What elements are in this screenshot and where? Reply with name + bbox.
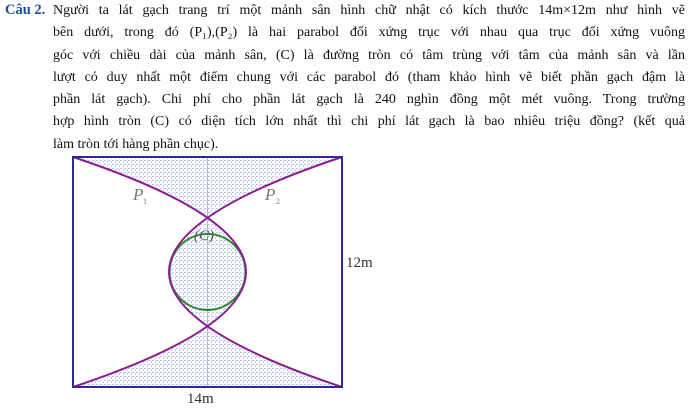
p2-subscript: 2 <box>276 197 280 206</box>
question-number: Câu 2. <box>5 2 46 18</box>
p1-label: P <box>133 185 144 204</box>
question-line: hợp hình tròn (C) có diện tích lớn nhất thì chi phí lát gạch là bao nhiêu triệu đồng? (kết quả <box>53 114 685 130</box>
question-line: bên dưới, trong đó (P₁),(P₂) là hai parabol đối xứng trục với nhau qua trục đối xứng vuông <box>53 25 685 41</box>
circle-label: (C) <box>194 228 214 244</box>
p1-subscript: 1 <box>143 197 147 206</box>
question-line: lượt có duy nhất một điểm chung với các parabol đó (tham khảo hình vẽ biết phần gạch đậm là <box>53 69 685 85</box>
p2-label: P <box>265 185 276 204</box>
width-label: 14m <box>187 391 214 407</box>
question-line: góc với chiều dài của mảnh sân, (C) là đường tròn có tâm trùng với tâm của mảnh sân và lần <box>53 47 685 63</box>
height-label: 12m <box>346 255 373 271</box>
question-line: làm tròn tới hàng phần chục). <box>53 136 219 152</box>
question-line: Người ta lát gạch trang trí một mảnh sân hình chữ nhật có kích thước 14m×12m như hình vẽ <box>53 3 685 18</box>
question-line: phần lát gạch). Chi phí cho phần lát gạch là 240 nghìn đồng một mét vuông. Trong trường <box>53 92 685 108</box>
